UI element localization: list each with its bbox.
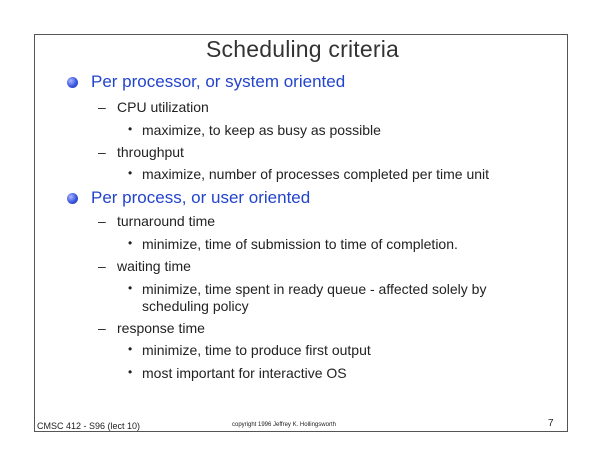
point-label: minimize, time to produce first output — [142, 342, 371, 358]
small-bullet-icon: • — [128, 342, 133, 356]
bullet-label: Per processor, or system oriented — [91, 72, 346, 91]
small-bullet-icon: • — [128, 166, 133, 180]
bullet-user-oriented — [91, 188, 310, 208]
point-label: scheduling policy — [142, 298, 249, 314]
point-response-interactive — [128, 365, 347, 381]
page-number: 7 — [548, 418, 554, 429]
subitem-waiting-time — [98, 258, 191, 274]
dash-icon: – — [98, 144, 106, 160]
point-waiting-continuation — [142, 298, 249, 314]
bullet-dot-icon — [67, 193, 78, 204]
dash-icon: – — [98, 99, 106, 115]
subitem-label: throughput — [117, 144, 184, 160]
small-bullet-icon: • — [128, 122, 133, 136]
dash-icon: – — [98, 213, 106, 229]
point-turnaround-minimize — [128, 236, 458, 252]
subitem-cpu-utilization — [98, 99, 209, 115]
small-bullet-icon: • — [128, 236, 133, 250]
point-response-minimize — [128, 342, 371, 358]
subitem-throughput — [98, 144, 184, 160]
subitem-turnaround-time — [98, 213, 216, 229]
point-label: maximize, number of processes completed per time unit — [142, 166, 490, 182]
subitem-label: response time — [117, 320, 205, 336]
small-bullet-icon: • — [128, 365, 133, 379]
footer-copyright: copyright 1996 Jeffrey K. Hollingsworth — [232, 422, 336, 428]
point-waiting-minimize — [128, 281, 487, 297]
point-label: minimize, time spent in ready queue - affected solely by — [142, 281, 487, 297]
bullet-dot-icon — [67, 77, 78, 88]
subitem-label: waiting time — [117, 258, 191, 274]
point-label: minimize, time of submission to time of completion. — [142, 236, 458, 252]
small-bullet-icon: • — [128, 281, 133, 295]
footer-course: CMSC 412 - S96 (lect 10) — [37, 421, 141, 431]
bullet-label: Per process, or user oriented — [91, 188, 311, 207]
point-throughput-maximize — [128, 166, 490, 182]
subitem-label: CPU utilization — [117, 99, 209, 115]
slide-title: Scheduling criteria — [205, 36, 399, 62]
subitem-response-time — [98, 320, 205, 336]
point-label: maximize, to keep as busy as possible — [142, 122, 381, 138]
bullet-system-oriented — [91, 72, 345, 92]
point-cpu-maximize — [128, 122, 381, 138]
dash-icon: – — [98, 320, 106, 336]
dash-icon: – — [98, 258, 106, 274]
point-label: most important for interactive OS — [142, 365, 347, 381]
subitem-label: turnaround time — [117, 213, 216, 229]
